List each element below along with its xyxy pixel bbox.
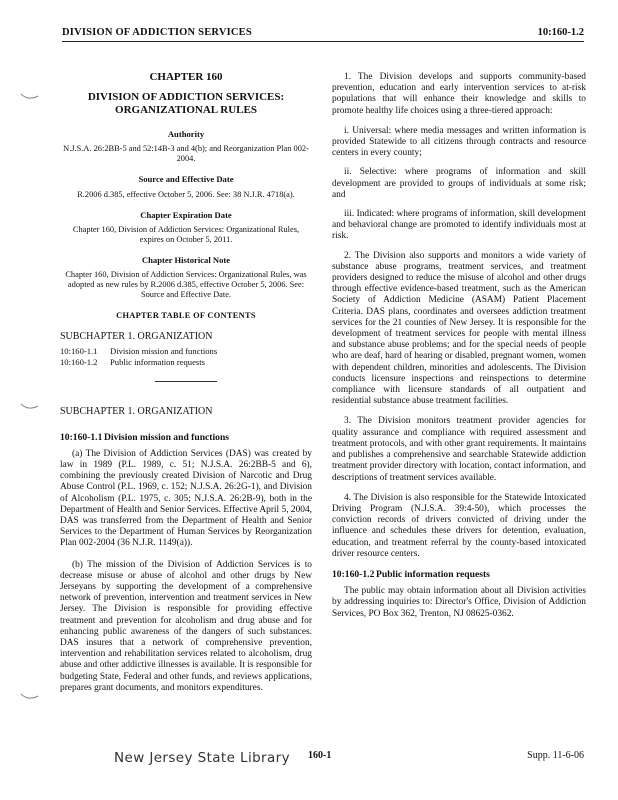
paragraph-1-iii: iii. Indicated: where programs of information, skill development and behavioral change are promoted to identify individuals most at risk. — [332, 209, 586, 242]
chapter-number: CHAPTER 160 — [149, 71, 223, 83]
table-of-contents — [60, 346, 312, 367]
supplement-date: Supp. 11-6-06 — [527, 750, 584, 761]
paragraph-1: 1. The Division develops and supports community-based prevention, education and early intervention services to at-risk populations that will enhance their knowledge and skills to promote healthy life choices using a three-tiered approach: — [332, 72, 586, 116]
history-text: Chapter 160, Division of Addiction Services: Organizational Rules, was adopted as new rules by R.2006 d.385, effective October 5, 2006. See: Source and Effective Date. — [65, 270, 307, 300]
page-footer — [62, 748, 584, 768]
paragraph-2: 2. The Division also supports and monitors a wide variety of substance abuse programs, treatment services, and treatment providers designed to reduce the misuse of alcohol and other drugs through effective evidence-based treatment, such as the American Society of Addiction Medicine (ASAM) Patient Placement Criteria. DAS plans, coordinates and oversees addiction treatment services for the 21 counties of New Jersey. It is responsible for the development of treatment services for people with mental illness and substance abuse problems; and for the special needs of people who are deaf, hard of hearing or disabled, pregnant women, women with dependent children, minorities and adolescents. The Division conducts licensure inspections and reinspections to determine compliance with licensure standards of all outpatient and residential substance abuse treatment facilities. — [332, 250, 586, 407]
divider — [155, 381, 217, 382]
header-title: DIVISION OF ADDICTION SERVICES — [62, 27, 252, 38]
paragraph-1-ii: ii. Selective: where programs of information and skill development are provided to groups of individuals at some risk; and — [332, 167, 586, 200]
toc-item[interactable]: 10:160-1.2 Public information requests — [60, 356, 205, 367]
running-header — [62, 25, 584, 42]
scan-mark — [20, 92, 40, 102]
paragraph-public-info: The public may obtain information about all Division activities by addressing inquiries to: Director's Office, Division of Addiction Services, PO Box 362, Trenton, NJ 08625-0362. — [332, 586, 586, 619]
paragraph-a: (a) The Division of Addiction Services (DAS) was created by law in 1989 (P.L. 1989, c. 51; N.J.S.A. 26:2BB-5 and 6), combining the previously created Division of Narcotic and Drug Abuse Control (P.L. 1969, c. 152; N.J.S.A. 26:2G-1), and Division of Alcoholism (P.L. 1975, c. 305; N.J.S.A. 26:2B-9), both in the Department of Health and Senior Services. Effective April 5, 2004, DAS was transferred from the Department of Health and Senior Services to the Department of Human Services by Reorganization Plan 002-2004 (36 N.J.R. 1149(a)). — [60, 448, 312, 549]
paragraph-4: 4. The Division is also responsible for the Statewide Intoxicated Driving Program (N.J.S.A. 39:4-50), which processes the conviction records of drivers convicted of driving under the influence and schedules these drivers for detention, evaluation, education, and treatment referral by the county-based intoxicated driver resource centers. — [332, 492, 586, 559]
paragraph-3: 3. The Division monitors treatment provider agencies for quality assurance and compliance with required assessment and treatment protocols, and with other grant requirements. It maintains and publishes a comprehensive and searchable Statewide addiction treatment provider directory with location, contact information, and descriptions of treatment services available. — [332, 416, 586, 483]
paragraph-1-i: i. Universal: where media messages and written information is provided Statewide to all citizens through contracts and resource centers in every county; — [332, 125, 586, 159]
library-stamp: New Jersey State Library — [114, 750, 291, 766]
expiration-heading: Chapter Expiration Date — [140, 209, 232, 220]
expiration-text: Chapter 160, Division of Addiction Services: Organizational Rules, expires on October 5, 2011. — [72, 224, 300, 244]
page-number: 160-1 — [308, 750, 332, 761]
chapter-title: DIVISION OF ADDICTION SERVICES: ORGANIZATIONAL RULES — [87, 91, 285, 117]
toc-item[interactable]: 10:160-1.1 Division mission and functions — [60, 346, 218, 357]
scan-mark — [20, 402, 40, 412]
history-heading: Chapter Historical Note — [141, 254, 231, 265]
source-heading: Source and Effective Date — [138, 174, 234, 185]
subchapter-heading: SUBCHAPTER 1. ORGANIZATION — [60, 406, 213, 418]
authority-text: N.J.S.A. 26:2BB-5 and 52:14B-3 and 4(b); and Reorganization Plan 002-2004. — [63, 144, 309, 164]
section-heading: 10:160-1.2 Public information requests — [332, 568, 490, 580]
section-heading: 10:160-1.1 Division mission and functions — [60, 431, 230, 443]
header-section-number: 10:160-1.2 — [537, 27, 584, 38]
paragraph-b: (b) The mission of the Division of Addiction Services is to decrease misuse or abuse of alcohol and other drugs by New Jerseyans by supporting the development of a comprehensive network of prevention, intervention and treatment services in New Jersey. The Division is responsible for providing effective treatment and prevention for alcoholism and drug abuse and for enhancing public awareness of the dangers of such substances. DAS insures that a network of comprehensive prevention, intervention and rehabilitation services related to alcoholism, drug abuse and other addictive illnesses is available. It is responsible for budgeting State, Federal and other funds, and reviews applications, prepares grant documents, and monitors expenditures. — [60, 559, 312, 693]
right-column — [332, 72, 586, 629]
left-column — [60, 72, 312, 704]
source-text: R.2006 d.385, effective October 5, 2006. See: 38 N.J.R. 4718(a). — [77, 189, 295, 199]
toc-heading: CHAPTER TABLE OF CONTENTS — [116, 311, 256, 321]
scan-mark — [20, 692, 40, 702]
toc-subchapter: SUBCHAPTER 1. ORGANIZATION — [60, 331, 213, 343]
authority-heading: Authority — [167, 129, 205, 140]
